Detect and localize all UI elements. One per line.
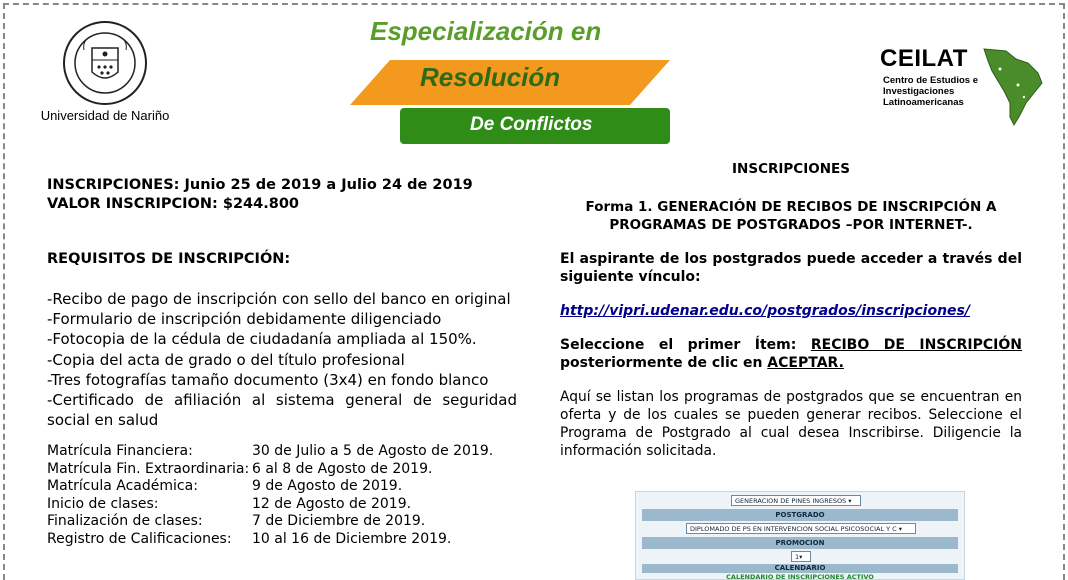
fecha-value: 10 al 16 de Diciembre 2019. [252,530,452,547]
fecha-label: Inicio de clases: [47,495,159,512]
requisito-item: -Recibo de pago de inscripción con sello del banco en original [47,290,511,308]
pines-select-value: GENERACION DE PINES INGRESOS [735,497,847,505]
left-column [47,176,517,548]
latin-america-map-icon [980,45,1050,127]
promocion-label: PROMOCION [642,537,958,549]
inscripciones-dates: INSCRIPCIONES: Junio 25 de 2019 a Julio 24 de 2019 [47,177,473,193]
fecha-value: 30 de Julio a 5 de Agosto de 2019. [252,443,494,460]
forma-title: Forma 1. GENERACIÓN DE RECIBOS DE INSCRIPCIÓN A PROGRAMAS DE POSTGRADOS –POR INTERNET-. [585,199,997,233]
postgrado-select: DIPLOMADO DE PS EN INTERVENCION SOCIAL PSICOSOCIAL Y C ▾ [686,523,916,534]
fecha-label: Registro de Calificaciones: [47,530,232,547]
fecha-row [47,496,517,514]
requisito-item: -Tres fotografías tamaño documento (3x4) en fondo blanco [47,370,489,389]
form-screenshot [635,491,965,580]
promocion-select: 1▾ [791,551,811,562]
fecha-value: 9 de Agosto de 2019. [252,478,403,495]
banner-line-3: De Conflictos [470,114,593,135]
aceptar-text: ACEPTAR. [767,355,844,371]
promocion-select-value: 1 [795,553,800,561]
requisito-item: -Certificado de afiliación al sistema general de seguridad social en salud [47,391,517,430]
right-column [560,160,1022,460]
requisitos-title: REQUISITOS DE INSCRIPCIÓN: [47,251,291,267]
requisito-item: -Copia del acta de grado o del título profesional [47,350,405,369]
valor-inscripcion: VALOR INSCRIPCION: $244.800 [47,196,300,212]
fecha-value: 7 de Diciembre de 2019. [252,513,426,530]
universidad-logo [30,20,180,123]
fecha-label: Matrícula Financiera: [47,443,193,460]
calendario-activo: CALENDARIO DE INSCRIPCIONES ACTIVO [726,573,874,580]
fecha-value: 6 al 8 de Agosto de 2019. [252,460,433,477]
banner-line-1: Especialización en [370,16,602,46]
pines-select: GENERACION DE PINES INGRESOS ▾ [731,495,861,506]
requisito-item: -Fotocopia de la cédula de ciudadanía ampliada al 150%. [47,330,477,349]
seleccione-a: Seleccione el primer Ítem: [560,337,811,353]
fecha-row [47,513,517,531]
university-seal-icon [62,20,148,106]
ceilat-name: CEILAT [880,45,968,72]
fecha-label: Matrícula Académica: [47,478,198,495]
seleccione-c: posteriormente de clic en [560,355,768,371]
calendario-label: CALENDARIO [642,564,958,573]
postgrado-select-value: DIPLOMADO DE PS EN INTERVENCION SOCIAL PSICOSOCIAL Y C [690,525,897,533]
recibo-inscripcion-text: RECIBO DE INSCRIPCIÓN [810,337,1023,353]
ceilat-subtitle: Centro de Estudios e Investigaciones Latinoamericanas [883,75,979,108]
banner-line-2: Resolución [420,62,561,92]
fecha-value: 12 de Agosto de 2019. [252,495,412,512]
fecha-row [47,531,517,549]
fecha-row [47,443,517,461]
ceilat-logo [880,45,1050,130]
postgrado-label: POSTGRADO [642,509,958,521]
programas-text: Aquí se listan los programas de postgrados que se encuentran en oferta y de los cuales se pueden generar recibos. Seleccione el Programa de Postgrado al cual desea Inscribirse. Diligencie la información solicitada. [560,389,1022,459]
fecha-row [47,478,517,496]
seleccione-text [560,336,1022,372]
fecha-label: Finalización de clases: [47,513,203,530]
university-name: Universidad de Nariño [40,108,170,123]
fechas-table [47,443,517,548]
aspirante-text: El aspirante de los postgrados puede acceder a través del siguiente vínculo: [560,251,1022,285]
inscripciones-link[interactable]: http://vipri.udenar.edu.co/postgrados/inscripciones/ [560,303,970,319]
inscripciones-link-wrap [560,302,1022,320]
fecha-row [47,461,517,479]
fecha-label: Matrícula Fin. Extraordinaria: [47,460,250,477]
requisitos-list [47,289,517,430]
program-banner [350,10,690,150]
right-title: INSCRIPCIONES [732,161,850,177]
requisito-item: -Formulario de inscripción debidamente diligenciado [47,310,442,329]
